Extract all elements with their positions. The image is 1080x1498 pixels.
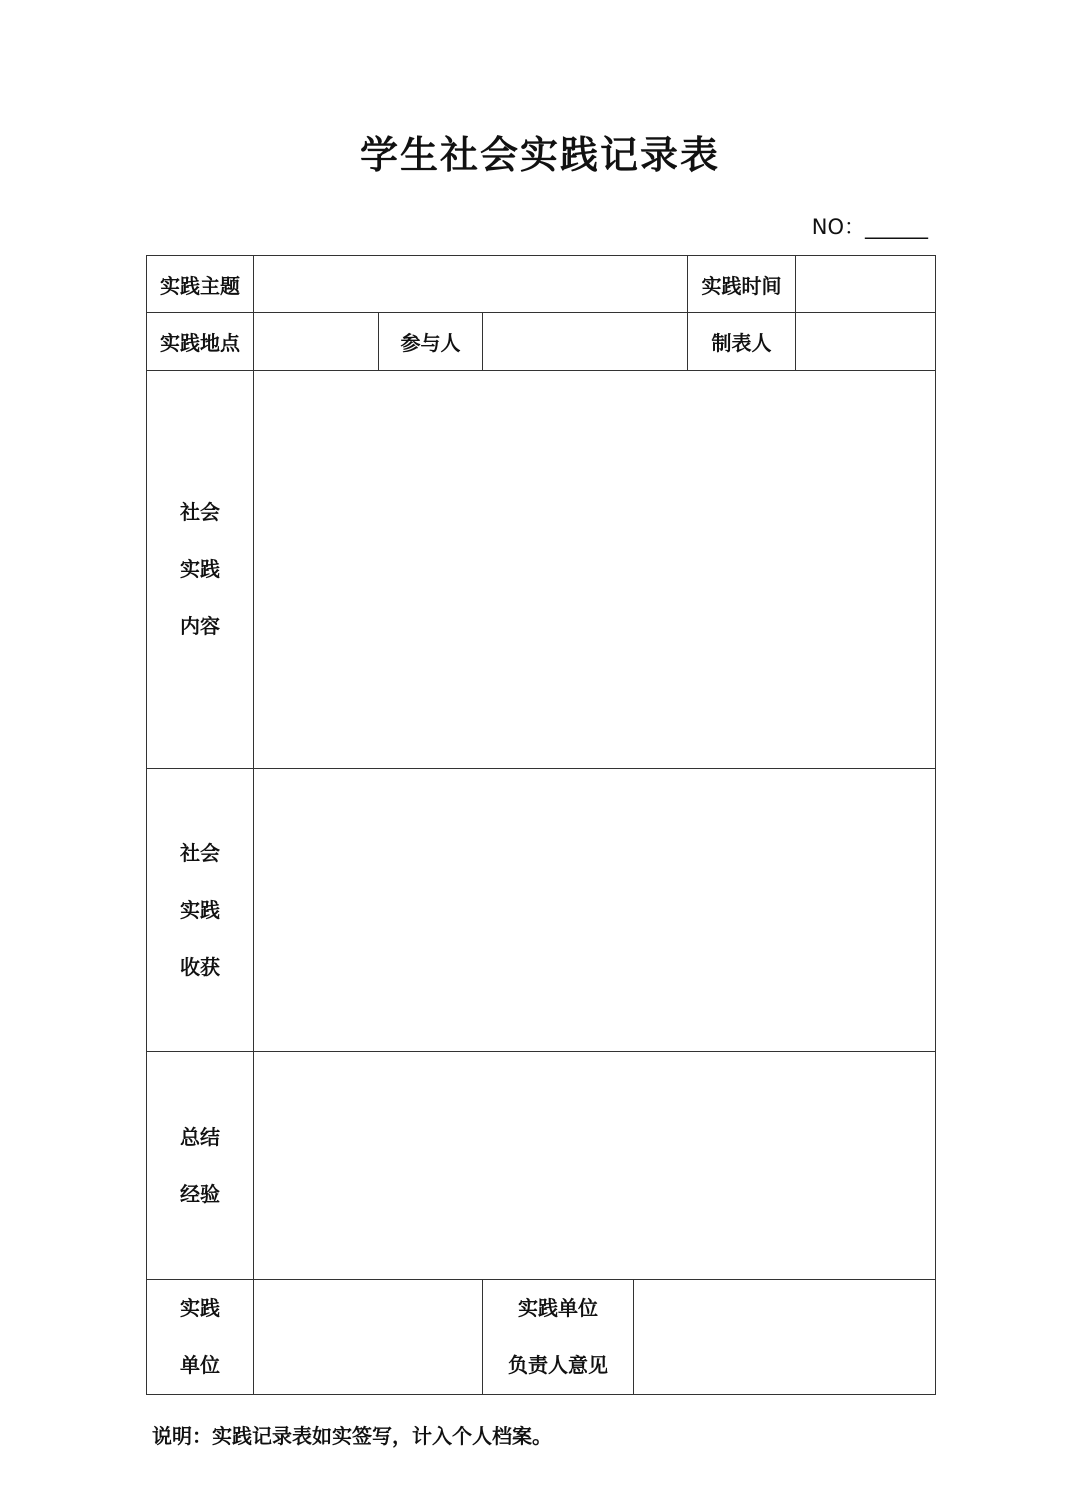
content-label [147, 371, 254, 769]
location-value-cell[interactable] [254, 313, 379, 371]
content-label-line: 内容 [180, 614, 220, 638]
table-row [147, 769, 936, 1052]
preparer-value-cell[interactable] [796, 313, 936, 371]
form-number: NO：______ [811, 215, 928, 239]
content-value-cell[interactable] [254, 371, 936, 769]
gains-label [147, 769, 254, 1052]
gains-label-line: 社会 [180, 840, 220, 865]
unit-opinion-value-cell[interactable] [634, 1280, 936, 1395]
participants-label: 参与人 [379, 313, 483, 371]
unit-value-cell[interactable] [254, 1280, 483, 1395]
time-label: 实践时间 [688, 256, 796, 313]
unit-opinion-label [483, 1280, 634, 1395]
unit-label [147, 1280, 254, 1395]
gains-value-cell[interactable] [254, 769, 936, 1052]
summary-value-cell[interactable] [254, 1052, 936, 1280]
unit-label-line: 单位 [180, 1353, 220, 1377]
summary-label-line: 经验 [180, 1181, 220, 1206]
gains-label-line: 收获 [180, 954, 220, 979]
theme-value-cell[interactable] [254, 256, 688, 313]
preparer-label: 制表人 [688, 313, 796, 371]
record-table [146, 255, 936, 1395]
summary-label [147, 1052, 254, 1280]
theme-label: 实践主题 [147, 256, 254, 313]
gains-label-line: 实践 [180, 897, 220, 922]
table-row [147, 313, 936, 371]
footnote: 说明：实践记录表如实签写，计入个人档案。 [152, 1424, 552, 1448]
table-row [147, 1052, 936, 1280]
table-row [147, 256, 936, 313]
page-title: 学生社会实践记录表 [359, 133, 720, 177]
participants-value-cell[interactable] [483, 313, 688, 371]
unit-label-line: 实践 [180, 1296, 220, 1320]
unit-opinion-label-line: 实践单位 [518, 1296, 598, 1320]
content-label-line: 实践 [180, 557, 220, 581]
content-label-line: 社会 [180, 500, 220, 524]
location-label: 实践地点 [147, 313, 254, 371]
time-value-cell[interactable] [796, 256, 936, 313]
table-row [147, 371, 936, 769]
unit-opinion-label-line: 负责人意见 [508, 1353, 608, 1377]
table-row [147, 1280, 936, 1395]
summary-label-line: 总结 [180, 1124, 220, 1149]
